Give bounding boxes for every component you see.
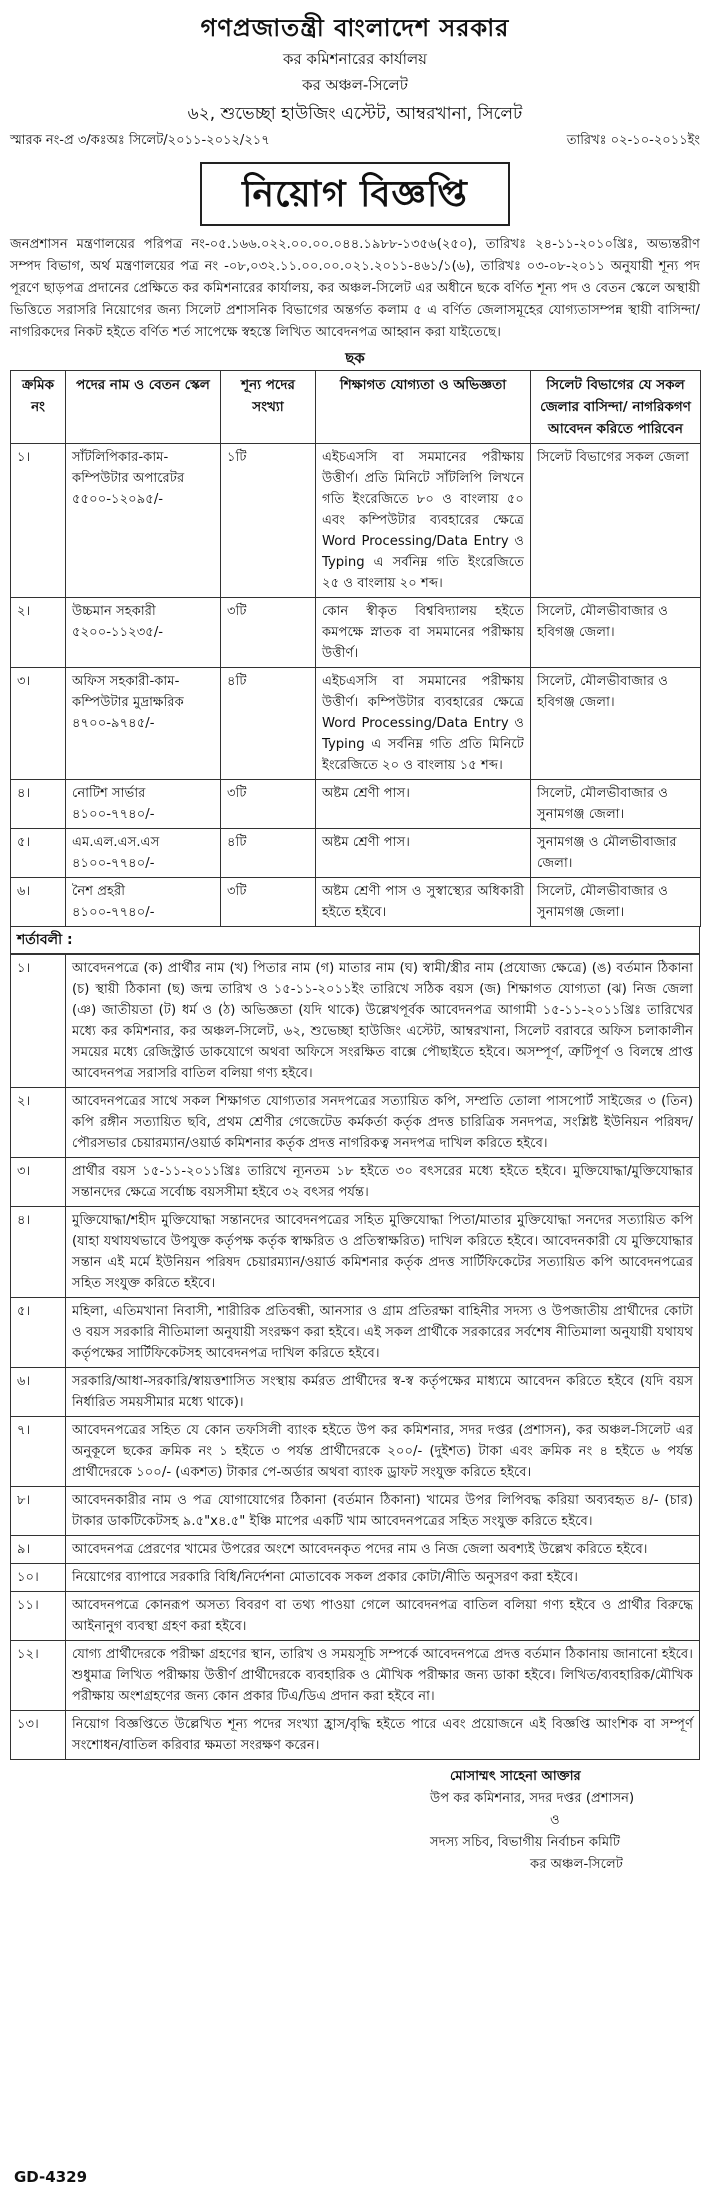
posts-table: [10, 370, 701, 927]
term-number: ১৩।: [11, 1711, 66, 1760]
term-number: ৫।: [11, 1298, 66, 1368]
table-row: [11, 829, 701, 878]
cell-qualification: অষ্টম শ্রেণী পাস ও সুস্বাস্থ্যের অধিকারী হইতে হইবে।: [316, 878, 531, 927]
cell-post-name: [66, 829, 221, 878]
term-number: ৯।: [11, 1536, 66, 1564]
zone-name: কর অঞ্চল-সিলেট: [302, 76, 408, 94]
post-name: নোটিশ সার্ভার: [72, 786, 146, 801]
cell-qualification: এইচএসসি বা সমমানের পরীক্ষায় উত্তীর্ণ। কম্পিউটার ব্যবহারের ক্ষেত্রে Word Processing/Data Entry ও Typing এ সর্বনিম্ন গতি প্রতি মিনিটে ইংরেজিতে ২০ ও বাংলায় ১৫ শব্দ।: [316, 668, 531, 780]
post-name: এম.এল.এস.এস: [72, 835, 160, 850]
term-row: [11, 1417, 700, 1487]
signatory-designation-1: উপ কর কমিশনার, সদর দপ্তর (প্রশাসন): [430, 1791, 635, 1806]
page-title: নিয়োগ বিজ্ঞপ্তি: [200, 162, 510, 226]
cell-sl: ৩।: [11, 668, 66, 780]
cell-districts: সিলেট বিভাগের সকল জেলা: [531, 444, 701, 598]
cell-districts: সিলেট, মৌলভীবাজার ও সুনামগঞ্জ জেলা।: [531, 780, 701, 829]
office-name: কর কমিশনারের কার্যালয়: [283, 50, 427, 68]
term-number: ৭।: [11, 1417, 66, 1487]
term-number: ১১।: [11, 1592, 66, 1641]
cell-sl: ৫।: [11, 829, 66, 878]
cell-districts: সিলেট, মৌলভীবাজার ও হবিগঞ্জ জেলা।: [531, 598, 701, 668]
term-text: সরকারি/আধা-সরকারি/স্বায়ত্তশাসিত সংস্থায় কর্মরত প্রার্থীদের স্ব-স্ব কর্তৃপক্ষের মাধ্যমে আবেদন করিতে হইবে (যদি বয়স নির্ধারিত সময়সীমার মধ্যে থাকে)।: [66, 1368, 700, 1417]
term-text: আবেদনকারীর নাম ও পত্র যোগাযোগের ঠিকানা (বর্তমান ঠিকানা) খামের উপর লিপিবদ্ধ করিয়া অব্যবহৃত ৪/- (চার) টাকার ডাকটিকেটসহ ৯.৫"x৪.৫" ইঞ্চি মাপের একটি খাম আবেদনপত্রের সহিত সংযুক্ত করিতে হইবে।: [66, 1487, 700, 1536]
term-text: আবেদনপত্রে (ক) প্রার্থীর নাম (খ) পিতার নাম (গ) মাতার নাম (ঘ) স্বামী/স্ত্রীর নাম (প্রযোজ্য ক্ষেত্রে) (ঙ) বর্তমান ঠিকানা (চ) স্থায়ী ঠিকানা (ছ) জন্ম তারিখ ও ১৫-১১-২০১১ইং তারিখে সঠিক বয়স (জ) শিক্ষাগত যোগ্যতা (ঝ) নিজ জেলা (ঞ) জাতীয়তা (ট) ধর্ম ও (ঠ) অভিজ্ঞতা (যদি থাকে) উল্লেখপূর্বক আবেদনপত্র আগামী ১৫-১১-২০১১খ্রিঃ তারিখের মধ্যে কর কমিশনার, কর অঞ্চল-সিলেট, ৬২, শুভেচ্ছা হাউজিং এস্টেট, আম্বরখানা, সিলেট বরাবরে অফিস চলাকালীন সময়ের মধ্যে রেজিস্ট্রার্ড ডাকযোগে অথবা অফিসে সংরক্ষিত বাক্সে পৌছাইতে হইবে। অসম্পূর্ণ, ত্রুটিপূর্ণ ও বিলম্বে প্রাপ্ত আবেদনপত্র সরাসরি বাতিল বলিয়া গণ্য হইবে।: [66, 955, 700, 1088]
cell-vacancies: ১টি: [221, 444, 316, 598]
cell-vacancies: ৩টি: [221, 878, 316, 927]
intro-paragraph: জনপ্রশাসন মন্ত্রণালয়ের পরিপত্র নং-০৫.১৬৬.০২২.০০.০০.০৪৪.১৯৮৮-১৩৫৬(২৫০), তারিখঃ ২৪-১১-২০১০খ্রিঃ, অভ্যন্তরীণ সম্পদ বিভাগ, অর্থ মন্ত্রণালয়ের পত্র নং -০৮,০৩২.১১.০০.০০.০২১.২০১১-৪৬১/১(৬), তারিখঃ ০৩-০৮-২০১১ অনুযায়ী শূন্য পদ পূরণে ছাড়পত্র প্রদানের প্রেক্ষিতে কর কমিশনারের কার্যালয়, কর অঞ্চল-সিলেট এর অধীনে ছকে বর্ণিত শূন্য পদ ও বেতন স্কেলে অস্থায়ী ভিত্তিতে সরাসরি নিয়োগের জন্য সিলেট প্রশাসনিক বিভাগের অন্তর্গত কলাম ৫ এ বর্ণিত জেলাসমূহের যোগ্যতাসম্পন্ন স্থায়ী বাসিন্দা/নাগরিকদের নিকট হইতে বর্ণিত শর্ত সাপেক্ষে স্বহস্তে লিখিত আবেদনপত্র আহ্বান করা যাইতেছে।: [10, 237, 700, 340]
memo-row: [10, 130, 700, 152]
header: [10, 10, 700, 128]
term-number: ২।: [11, 1088, 66, 1158]
terms-heading: শর্তাবলী :: [10, 927, 700, 954]
term-row: [11, 1592, 700, 1641]
table-row: [11, 444, 701, 598]
table-row: [11, 878, 701, 927]
term-number: ৮।: [11, 1487, 66, 1536]
signatory-office: কর অঞ্চল-সিলেট: [530, 1857, 623, 1872]
cell-sl: ১।: [11, 444, 66, 598]
cell-post-name: [66, 668, 221, 780]
cell-post-name: [66, 780, 221, 829]
term-number: ৩।: [11, 1158, 66, 1207]
term-row: [11, 1711, 700, 1760]
term-row: [11, 1641, 700, 1711]
post-name: সাঁটলিপিকার-কাম-কম্পিউটার অপারেটর: [72, 450, 185, 486]
title-box: [10, 162, 700, 226]
term-text: মুক্তিযোদ্ধা/শহীদ মুক্তিযোদ্ধা সন্তানদের আবেদনপত্রের সহিত মুক্তিযোদ্ধা পিতা/মাতার মুক্তিযোদ্ধা সনদের সত্যায়িত কপি (যাহা যথাযথভাবে উপযুক্ত কর্তৃপক্ষ কর্তৃক স্বাক্ষরিত ও প্রতিস্বাক্ষরিত) দাখিল করিতে হইবে। আবেদনকারী যে মুক্তিযোদ্ধার সন্তান এই মর্মে ইউনিয়ন পরিষদ চেয়ারম্যান/ওয়ার্ড কমিশনার কর্তৃক প্রদত্ত সার্টিফিকেটের সত্যায়িত কপি আবেদনপত্রের সহিত সংযুক্ত করিতে হইবে।: [66, 1207, 700, 1298]
term-number: ৪।: [11, 1207, 66, 1298]
col-header-name: পদের নাম ও বেতন স্কেল: [66, 371, 221, 444]
term-row: [11, 1207, 700, 1298]
pay-scale: ৪১০০-৭৭৪০/-: [72, 905, 155, 920]
cell-sl: ৪।: [11, 780, 66, 829]
term-row: [11, 1536, 700, 1564]
term-row: [11, 1564, 700, 1592]
term-number: ১।: [11, 955, 66, 1088]
term-text: আবেদনপত্রে কোনরূপ অসত্য বিবরণ বা তথ্য পাওয়া গেলে আবেদনপত্র বাতিল বলিয়া গণ্য হইবে ও প্রার্থীর বিরুদ্ধে আইনানুগ ব্যবস্থা গ্রহণ করা হইবে।: [66, 1592, 700, 1641]
term-row: [11, 1088, 700, 1158]
term-row: [11, 1298, 700, 1368]
signatory-conjunction: ও: [550, 1813, 560, 1828]
pay-scale: ৫৫০০-১২০৯৫/-: [72, 492, 164, 507]
cell-districts: সিলেট, মৌলভীবাজার ও সুনামগঞ্জ জেলা।: [531, 878, 701, 927]
memo-number: স্মারক নং-প্র ৩/কঃঅঃ সিলেট/২০১১-২০১২/২১৭: [10, 133, 270, 148]
memo-date: তারিখঃ ০২-১০-২০১১ইং: [566, 133, 700, 148]
signatory-designation-2: সদস্য সচিব, বিভাগীয় নির্বাচন কমিটি: [430, 1835, 621, 1850]
table-row: [11, 598, 701, 668]
col-header-districts: সিলেট বিভাগের যে সকল জেলার বাসিন্দা/ নাগরিকগণ আবেদন করিতে পারিবেন: [531, 371, 701, 444]
cell-post-name: [66, 598, 221, 668]
publication-code: GD-4329: [14, 2168, 88, 2187]
term-text: নিয়োগের ব্যাপারে সরকারি বিধি/নির্দেশনা মোতাবেক সকল প্রকার কোটা/নীতি অনুসরণ করা হইবে।: [66, 1564, 700, 1592]
term-text: প্রার্থীর বয়স ১৫-১১-২০১১খ্রিঃ তারিখে ন্যূনতম ১৮ হইতে ৩০ বৎসরের মধ্যে হইতে হইবে। মুক্তিযোদ্ধা/মুক্তিযোদ্ধার সন্তানদের ক্ষেত্রে সর্বোচ্চ বয়সসীমা হইবে ৩২ বৎসর পর্যন্ত।: [66, 1158, 700, 1207]
table-row: [11, 668, 701, 780]
term-text: আবেদনপত্রের সাথে সকল শিক্ষাগত যোগ্যতার সনদপত্রের সত্যায়িত কপি, সম্প্রতি তোলা পাসপোর্ট সাইজের ৩ (তিন) কপি রঙ্গীন সত্যায়িত ছবি, প্রথম শ্রেণীর গেজেটেড কর্মকর্তা কর্তৃক প্রদত্ত চারিত্রিক সনদপত্র, সংশ্লিষ্ট ইউনিয়ন পরিষদ/ পৌরসভার চেয়ারম্যান/ওয়ার্ড কমিশনার কর্তৃক প্রদত্ত নাগরিকত্ব সনদপত্র দাখিল করিতে হইবে।: [66, 1088, 700, 1158]
col-header-vacancies: শূন্য পদের সংখ্যা: [221, 371, 316, 444]
signature-block: [430, 1766, 700, 1876]
pay-scale: ৫২০০-১১২৩৫/-: [72, 625, 164, 640]
table-caption: ছক: [345, 349, 365, 367]
terms-table: [10, 954, 700, 1760]
post-name: নৈশ প্রহরী: [72, 884, 125, 899]
signatory-name: মোসাম্মৎ সাহেনা আক্তার: [450, 1769, 581, 1784]
post-name: অফিস সহকারী-কাম-কম্পিউটার মুদ্রাক্ষরিক: [72, 674, 184, 710]
post-name: উচ্চমান সহকারী: [72, 604, 156, 619]
term-row: [11, 1368, 700, 1417]
cell-vacancies: ৩টি: [221, 598, 316, 668]
cell-post-name: [66, 444, 221, 598]
term-text: আবেদনপত্র প্রেরণের খামের উপরের অংশে আবেদনকৃত পদের নাম ও নিজ জেলা অবশ্যই উল্লেখ করিতে হইবে।: [66, 1536, 700, 1564]
cell-vacancies: ৪টি: [221, 829, 316, 878]
cell-qualification: কোন স্বীকৃত বিশ্ববিদ্যালয় হইতে কমপক্ষে স্নাতক বা সমমানের পরীক্ষায় উত্তীর্ণ।: [316, 598, 531, 668]
col-header-qualification: শিক্ষাগত যোগ্যতা ও অভিজ্ঞতা: [316, 371, 531, 444]
term-row: [11, 955, 700, 1088]
table-row: [11, 780, 701, 829]
pay-scale: ৪১০০-৭৭৪০/-: [72, 807, 155, 822]
term-number: ১২।: [11, 1641, 66, 1711]
term-row: [11, 1158, 700, 1207]
term-text: নিয়োগ বিজ্ঞপ্তিতে উল্লেখিত শূন্য পদের সংখ্যা হ্রাস/বৃদ্ধি হইতে পারে এবং প্রয়োজনে এই বিজ্ঞপ্তি আংশিক বা সম্পূর্ণ সংশোধন/বাতিল করিবার ক্ষমতা সংরক্ষণ করেন।: [66, 1711, 700, 1760]
col-header-sl: ক্রমিক নং: [11, 371, 66, 444]
cell-districts: সিলেট, মৌলভীবাজার ও হবিগঞ্জ জেলা।: [531, 668, 701, 780]
cell-vacancies: ৪টি: [221, 668, 316, 780]
cell-qualification: এইচএসসি বা সমমানের পরীক্ষায় উত্তীর্ণ। প্রতি মিনিটে সাঁটলিপি লিখনে গতি ইংরেজিতে ৮০ ও বাংলায় ৫০ এবং কম্পিউটার ব্যবহারের ক্ষেত্রে Word Processing/Data Entry ও Typing এ সর্বনিম্ন গতি ইংরেজিতে ২৫ ও বাংলায় ২০ শব্দ।: [316, 444, 531, 598]
cell-vacancies: ৩টি: [221, 780, 316, 829]
term-number: ৬।: [11, 1368, 66, 1417]
term-text: যোগ্য প্রার্থীদেরকে পরীক্ষা গ্রহণের স্থান, তারিখ ও সময়সূচি সম্পর্কে আবেদনপত্রে প্রদত্ত বর্তমান ঠিকানায় জানানো হইবে। শুধুমাত্র লিখিত পরীক্ষায় উত্তীর্ণ প্রার্থীদেরকে ব্যবহারিক ও মৌখিক পরীক্ষার জন্য ডাকা হইবে। লিখিত/ব্যবহারিক/মৌখিক পরীক্ষায় অংশগ্রহণের জন্য কোন প্রকার টিএ/ডিএ প্রদান করা হইবে না।: [66, 1641, 700, 1711]
term-text: আবেদনপত্রের সহিত যে কোন তফসিলী ব্যাংক হইতে উপ কর কমিশনার, সদর দপ্তর (প্রশাসন), কর অঞ্চল-সিলেট এর অনুকূলে ছকের ক্রমিক নং ১ হইতে ৩ পর্যন্ত প্রার্থীদেরকে ২০০/- (দুইশত) টাকা এবং ক্রমিক নং ৪ হইতে ৬ পর্যন্ত প্রার্থীদেরকে ১০০/- (একশত) টাকার পে-অর্ডার অথবা ব্যাংক ড্রাফট সংযুক্ত করিতে হইবে।: [66, 1417, 700, 1487]
cell-sl: ২।: [11, 598, 66, 668]
table-header-row: [11, 371, 701, 444]
pay-scale: ৪১০০-৭৭৪০/-: [72, 856, 155, 871]
government-name: গণপ্রজাতন্ত্রী বাংলাদেশ সরকার: [200, 13, 510, 42]
cell-sl: ৬।: [11, 878, 66, 927]
term-row: [11, 1487, 700, 1536]
cell-qualification: অষ্টম শ্রেণী পাস।: [316, 780, 531, 829]
term-number: ১০।: [11, 1564, 66, 1592]
cell-qualification: অষ্টম শ্রেণী পাস।: [316, 829, 531, 878]
office-address: ৬২, শুভেচ্ছা হাউজিং এস্টেট, আম্বরখানা, সিলেট: [187, 104, 523, 124]
cell-districts: সুনামগঞ্জ ও মৌলভীবাজার জেলা।: [531, 829, 701, 878]
pay-scale: ৪৭০০-৯৭৪৫/-: [72, 716, 155, 731]
term-text: মহিলা, এতিমখানা নিবাসী, শারীরিক প্রতিবন্ধী, আনসার ও গ্রাম প্রতিরক্ষা বাহিনীর সদস্য ও উপজাতীয় প্রার্থীদের কোটা ও বয়স সরকারি নীতিমালা অনুযায়ী সংরক্ষণ করা হইবে। এই সকল প্রার্থীকে সরকারের সর্বশেষ নীতিমালা অনুযায়ী যথাযথ কর্তৃপক্ষের সার্টিফিকেটসহ আবেদনপত্র দাখিল করিতে হইবে।: [66, 1298, 700, 1368]
cell-post-name: [66, 878, 221, 927]
